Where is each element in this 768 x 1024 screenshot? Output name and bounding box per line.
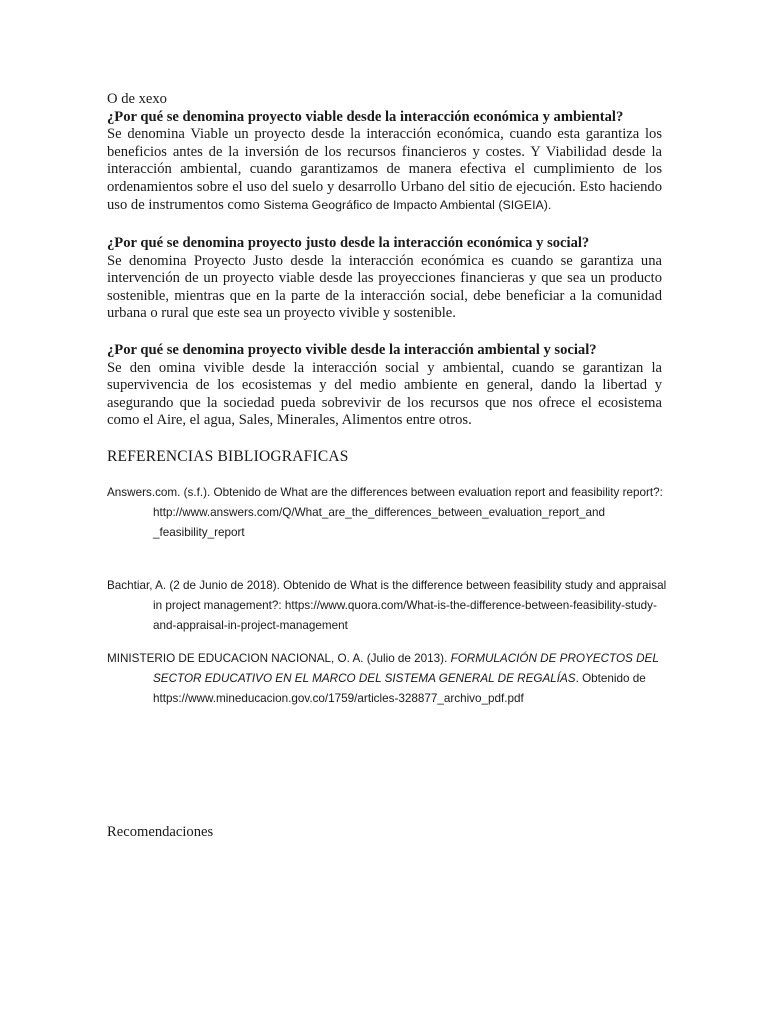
answer-viable-tool: Sistema Geográfico de Impacto Ambiental (SIGEIA).: [263, 197, 552, 212]
question-vivible: ¿Por qué se denomina proyecto vivible desde la interacción ambiental y social?: [107, 342, 597, 358]
question-justo: ¿Por qué se denomina proyecto justo desde la interacción económica y social?: [107, 235, 590, 251]
recommendations-title: Recomendaciones: [107, 824, 214, 840]
reference-ministerio-title: FORMULACIÓN DE PROYECTOS DEL SECTOR EDUCATIVO EN EL MARCO DEL SISTEMA GENERAL DE REGALÍAS: [153, 652, 659, 685]
reference-ministerio-lead: MINISTERIO DE EDUCACION NACIONAL, O. A. (Julio de 2013).: [107, 652, 448, 665]
section-viable: [107, 91, 662, 214]
answer-vivible: Se den omina vivible desde la interacción social y ambiental, cuando se garantizan la supervivencia de los ecosistemas y del medio ambiente en general, dando la libertad y asegurando que la sociedad pueda sobrevivir de los recursos que nos ofrece el ecosistema como el Aire, el agua, Sales, Minerales, Alimentos entre otros.: [107, 359, 662, 429]
question-viable: ¿Por qué se denomina proyecto viable desde la interacción económica y ambiental?: [107, 108, 624, 125]
reference-item-bachtiar: Bachtiar, A. (2 de Junio de 2018). Obtenido de What is the difference between feasibility study and appraisal in project management?: https://www.quora.com/What-is-the-difference-between-feasibility-study-and-appraisal-in-project-management: [107, 579, 667, 632]
reference-ministerio-tail: . Obtenido de https://www.mineducacion.gov.co/1759/articles-328877_archivo_pdf.pdf: [153, 672, 646, 705]
answer-viable: [107, 126, 662, 214]
section-justo: [107, 235, 662, 323]
answer-viable-text: Se denomina Viable un proyecto desde la interacción económica, cuando esta garantiza los beneficios antes de la inversión de los recursos financieros y costes. Y Viabilidad desde la interacción ambiental, cuando garantizamos de manera efectiva el cumplimiento de los ordenamientos sobre el uso del suelo y desarrollo Urbano del sitio de ejecución. Esto haciendo uso de instrumentos como: [107, 126, 662, 213]
header-label: O de xexo: [107, 91, 167, 107]
references-heading: REFERENCIAS BIBLIOGRAFICAS: [107, 448, 349, 465]
reference-item-answers: Answers.com. (s.f.). Obtenido de What are the differences between evaluation report and feasibility report?: http://www.answers.com/Q/What_are_the_differences_between_evaluation_report_and _feasibility_report: [107, 486, 663, 539]
section-vivible: [107, 342, 662, 430]
reference-item-ministerio: [107, 649, 667, 709]
answer-justo: Se denomina Proyecto Justo desde la interacción económica es cuando se garantiza una intervención de un proyecto viable desde las proyecciones financieras y que sea un producto sostenible, mientras que en la parte de la interacción social, debe beneficiar a la comunidad urbana o rural que este sea un proyecto vivible y sostenible.: [107, 252, 662, 322]
